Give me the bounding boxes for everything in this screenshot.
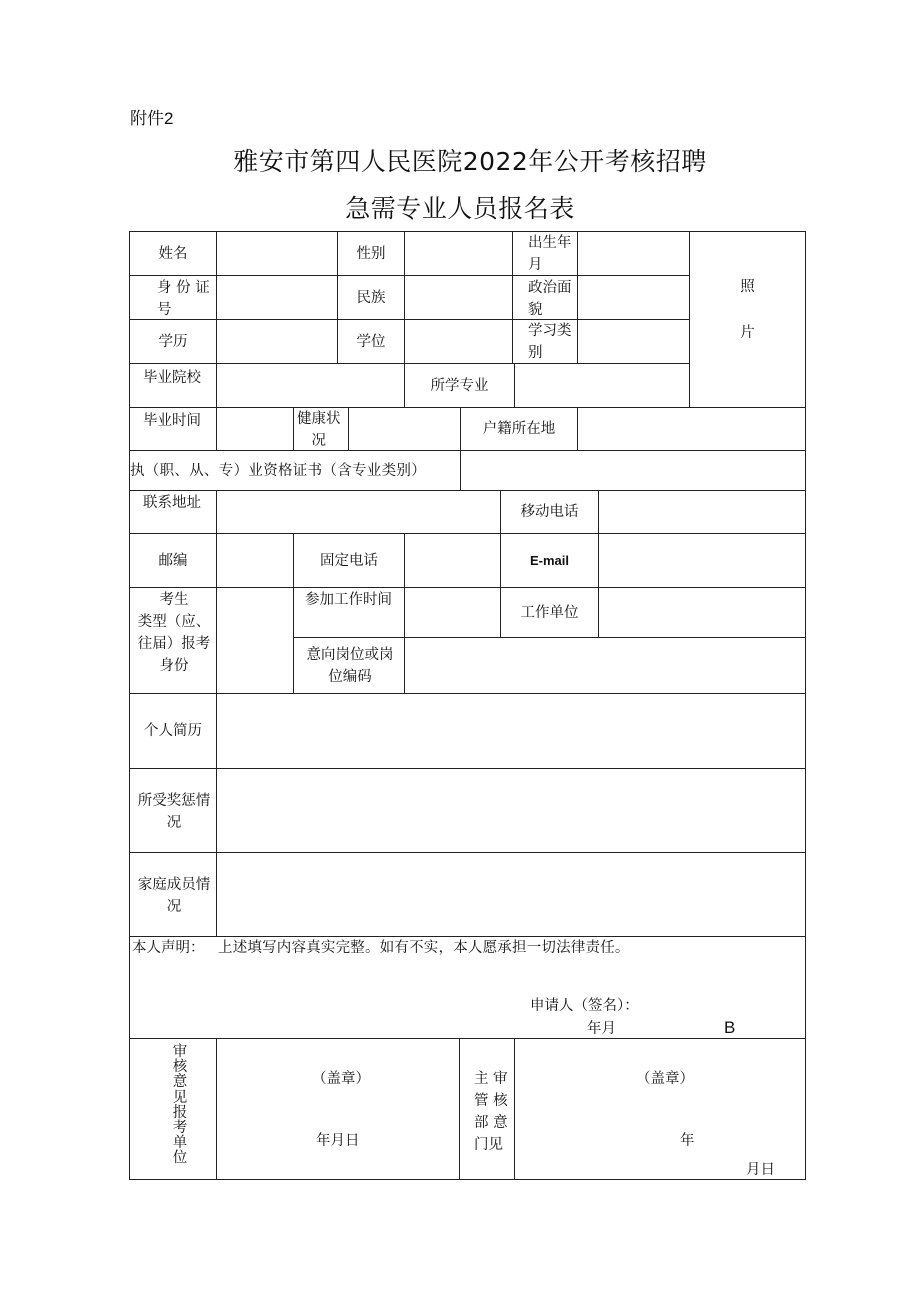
label-health: 健康状 况 — [297, 411, 341, 449]
label-major: 所学专业 — [430, 377, 489, 394]
resume-field[interactable] — [217, 694, 805, 768]
unit-review-char: 核 — [172, 1059, 188, 1076]
work-start-field[interactable] — [405, 588, 500, 637]
declaration-text: 上述填写内容真实完整。如有不实，本人愿承担一切法律责任。 — [218, 940, 630, 956]
label-employer: 工作单位 — [520, 604, 579, 621]
label-work-start: 参加工作时间 — [305, 592, 392, 608]
photo-box[interactable]: 照 片 — [740, 278, 755, 341]
gender-field[interactable] — [405, 232, 512, 275]
dept-review-field[interactable] — [515, 1039, 805, 1179]
health-field[interactable] — [349, 408, 460, 450]
unit-seal-label: （盖章） — [312, 1071, 370, 1087]
unit-review-char: 位 — [172, 1150, 188, 1167]
label-resume: 个人简历 — [144, 723, 202, 739]
graduation-time-field[interactable] — [217, 408, 293, 450]
unit-review-char: 见 — [172, 1089, 188, 1106]
degree-field[interactable] — [405, 320, 512, 363]
label-study-type: 学习类 别 — [528, 323, 572, 361]
id-number-field[interactable] — [217, 276, 337, 319]
major-field[interactable] — [515, 364, 689, 407]
political-status-field[interactable] — [578, 276, 689, 319]
label-household: 户籍所在地 — [482, 421, 556, 437]
unit-review-field[interactable] — [217, 1039, 459, 1179]
label-gender: 性别 — [356, 245, 386, 262]
label-address: 联系地址 — [143, 495, 201, 511]
label-unit-review — [170, 1045, 190, 1167]
form-title-line2: 急需专业人员报名表 — [345, 194, 575, 223]
qualification-field[interactable] — [461, 451, 805, 490]
position-field[interactable] — [405, 638, 805, 693]
dept-seal-label: （盖章） — [636, 1071, 694, 1087]
label-family: 家庭成员情 况 — [137, 877, 211, 915]
household-field[interactable] — [578, 408, 805, 450]
label-school: 毕业院校 — [143, 370, 201, 386]
label-awards: 所受奖惩情 况 — [137, 793, 211, 831]
mobile-field[interactable] — [599, 491, 805, 533]
label-email: E-mail — [529, 552, 569, 568]
label-education: 学历 — [158, 333, 188, 350]
study-type-field[interactable] — [578, 320, 689, 363]
label-birth: 出生年 月 — [528, 235, 572, 273]
form-title-line1: 雅安市第四人民医院2022年公开考核招聘 — [233, 147, 707, 176]
employer-field[interactable] — [599, 588, 805, 637]
label-ethnicity: 民族 — [356, 289, 386, 306]
label-postcode: 邮编 — [158, 552, 188, 569]
label-dept-review: 主 审 管 核 部 意 门见 — [474, 1071, 508, 1153]
address-field[interactable] — [217, 491, 500, 533]
label-landline: 固定电话 — [320, 552, 378, 569]
label-political-status: 政治面 貌 — [528, 280, 572, 318]
awards-field[interactable] — [217, 769, 805, 852]
label-candidate-type: 考生 类型（应、 往届）报考 身份 — [137, 592, 211, 674]
family-field[interactable] — [217, 853, 805, 936]
dept-review-month-day: 月日 — [746, 1162, 775, 1178]
unit-review-char: 意 — [172, 1074, 188, 1091]
unit-review-char: 单 — [172, 1135, 188, 1152]
birth-field[interactable] — [578, 232, 689, 275]
email-field[interactable] — [599, 534, 805, 587]
unit-review-char: 考 — [172, 1120, 188, 1137]
education-field[interactable] — [217, 320, 337, 363]
declaration-mark: B — [724, 1018, 736, 1037]
postcode-field[interactable] — [217, 534, 293, 587]
attachment-label: 附件2 — [130, 109, 174, 128]
unit-review-date: 年月日 — [316, 1133, 360, 1149]
ethnicity-field[interactable] — [405, 276, 512, 319]
unit-review-char: 审 — [172, 1044, 188, 1060]
school-field[interactable] — [217, 364, 404, 407]
landline-field[interactable] — [405, 534, 500, 587]
candidate-type-field[interactable] — [217, 588, 293, 693]
unit-review-char: 报 — [172, 1104, 188, 1121]
label-mobile: 移动电话 — [520, 504, 579, 520]
declaration-prefix: 本人声明： — [132, 940, 205, 956]
dept-review-year: 年 — [680, 1133, 695, 1149]
label-id-number: 身 份 证 号 — [157, 280, 210, 318]
declaration-date: 年月 — [587, 1021, 616, 1037]
name-field[interactable] — [217, 232, 337, 275]
label-degree: 学位 — [356, 333, 386, 350]
applicant-signature-label: 申请人（签名）： — [530, 998, 639, 1014]
label-position: 意向岗位或岗 位编码 — [306, 647, 394, 685]
label-name: 姓名 — [158, 245, 188, 262]
label-qualification: 执（职、从、专）业资格证书（含专业类别） — [130, 462, 426, 479]
label-graduation-time: 毕业时间 — [143, 413, 201, 429]
